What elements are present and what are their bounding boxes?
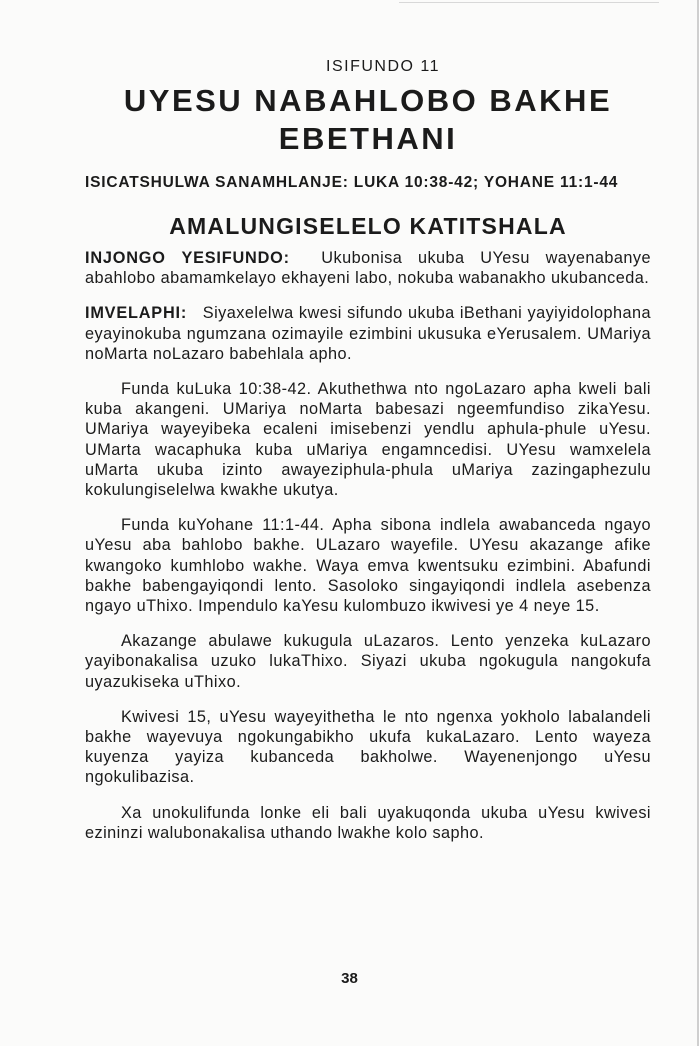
body-paragraph-luka: Funda kuLuka 10:38-42. Akuthethwa nto ngoLazaro apha kweli bali kuba akangeni. UMariya noMarta babesazi ngeemfundiso zikaYesu. UMariya wayeyibeka ecaleni imisebenzi yendlu aphula-phule uYesu. UMarta wacaphuka kuba uMariya engamncedisi. UYesu wamxelela uMarta ukuba izinto awayeziphula-phula uMariya zazingaphezulu kokulungiselelwa kwakhe ukutya. <box>85 380 651 500</box>
body-paragraph-conclusion: Xa unokulifunda lonke eli bali uyakuqonda ukuba uYesu kwivesi ezininzi walubonakalisa uthando lwakhe kolo sapho. <box>85 803 651 842</box>
lesson-title <box>85 82 651 158</box>
aim-paragraph <box>85 248 651 288</box>
aim-text: Ukubonisa ukuba UYesu wayenabanye abahlobo abamamkelayo ekhayeni labo, nokuba wabanakho ukubanceda. <box>85 249 652 288</box>
lesson-number: ISIFUNDO 11 <box>326 58 440 75</box>
scripture-reading: ISICATSHULWA SANAMHLANJE: LUKA 10:38-42; YOHANE 11:1-44 <box>85 174 619 191</box>
aim-label: INJONGO YESIFUNDO: <box>85 249 290 267</box>
document-page <box>85 58 651 843</box>
background-paragraph <box>85 303 651 364</box>
scan-top-line <box>399 2 659 3</box>
body-paragraph-verse15: Kwivesi 15, uYesu wayeyithetha le nto ngenxa yokholo labalandeli bakhe wayevuya ngokungabikho ukufa kukaLazaro. Lento wayeza kuyenza yayiza kubanceda bakholwe. Wayenenjongo uYesu ngokulibazisa. <box>85 707 651 787</box>
lesson-title-line2: EBETHANI <box>278 121 458 156</box>
page-number: 38 <box>341 970 358 987</box>
background-label: IMVELAPHI: <box>85 304 188 323</box>
background-text: Siyaxelelwa kwesi sifundo ukuba iBethani yayiyidolophana eyayinokuba ngumzana ozimayile ezimbini ukusuka eYerusalem. UMariya noMarta noLazaro babehlala apho. <box>85 304 651 363</box>
body-paragraph-lazaro: Akazange abulawe kukugula uLazaros. Lento yenzeka kuLazaro yayibonakalisa uzuko lukaThixo. Siyazi ukuba ngokugula nangokufa uyazukiseka uThixo. <box>85 632 651 691</box>
lesson-title-line1: UYESU NABAHLOBO BAKHE <box>123 83 613 118</box>
section-heading: AMALUNGISELELO KATITSHALA <box>169 213 567 239</box>
body-paragraph-yohane: Funda kuYohane 11:1-44. Apha sibona indlela awabanceda ngayo uYesu aba bahlobo bakhe. ULazaro wayefile. UYesu akazange afike kwangoko kumhlobo wakhe. Waya emva kwentsuku ezimbini. Abafundi bakhe babengayiqondi lento. Sasoloko singayiqondi indlela asebenza ngayo uThixo. Impendulo kaYesu kulombuzo ikwivesi ye 4 neye 15. <box>85 516 651 616</box>
